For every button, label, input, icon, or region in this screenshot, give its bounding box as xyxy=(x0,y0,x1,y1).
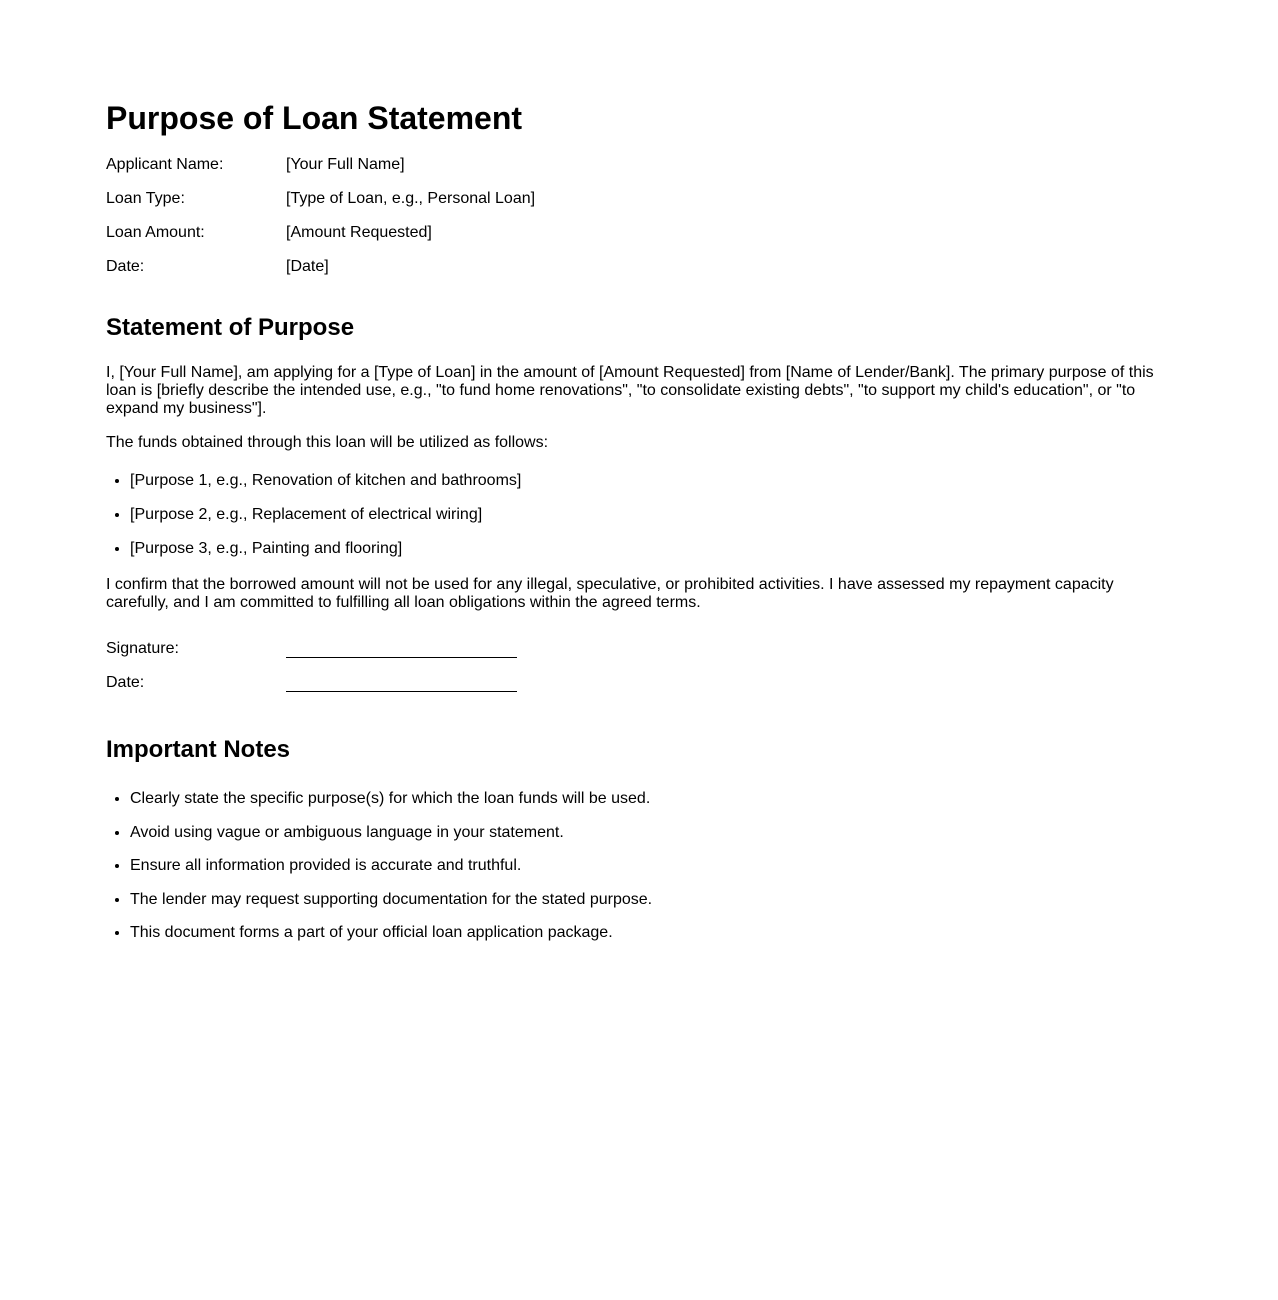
info-row-loan-amount xyxy=(106,224,1172,258)
list-item: • [Purpose 1, e.g., Renovation of kitchen and bathrooms] xyxy=(130,472,1172,506)
signature-label: Signature: xyxy=(106,640,179,657)
info-row-date xyxy=(106,258,1172,292)
info-label: Applicant Name: xyxy=(106,156,224,173)
list-item: • [Purpose 2, e.g., Replacement of electrical wiring] xyxy=(130,506,1172,540)
page-title: Purpose of Loan Statement xyxy=(106,100,523,136)
signature-row xyxy=(106,640,1172,674)
list-item: • Ensure all information provided is accurate and truthful. xyxy=(130,857,1172,891)
list-item: • Clearly state the specific purpose(s) for which the loan funds will be used. xyxy=(130,790,1172,824)
signature-block xyxy=(106,640,1172,708)
confirmation-text: I confirm that the borrowed amount will not be used for any illegal, speculative, or prohibited activities. I have assessed my repayment capacity carefully, and I am committed to fulfilling all loan obligations within the agreed terms. xyxy=(106,576,1114,611)
applicant-info xyxy=(106,156,1172,292)
statement-intro: I, [Your Full Name], am applying for a [Type of Loan] in the amount of [Amount Requested] from [Name of Lender/Bank]. The primary purpose of this loan is [briefly describe the intended use, e.g., "to fund home renovations", "to consolidate existing debts", "to support my child's education", or "to expand my business"]. xyxy=(106,364,1154,417)
list-item: • The lender may request supporting documentation for the stated purpose. xyxy=(130,891,1172,925)
signature-date-line xyxy=(286,674,517,692)
list-item: • Avoid using vague or ambiguous language in your statement. xyxy=(130,824,1172,858)
signature-line xyxy=(286,640,517,658)
signature-date-label: Date: xyxy=(106,674,145,691)
info-value: [Date] xyxy=(286,258,329,275)
info-label: Date: xyxy=(106,258,145,275)
info-label: Loan Amount: xyxy=(106,224,205,241)
info-row-applicant-name xyxy=(106,156,1172,190)
notes-list xyxy=(106,790,1172,958)
funds-intro: The funds obtained through this loan will be utilized as follows: xyxy=(106,434,549,451)
info-value: [Amount Requested] xyxy=(286,224,432,241)
info-value: [Your Full Name] xyxy=(286,156,405,173)
info-label: Loan Type: xyxy=(106,190,185,207)
notes-heading: Important Notes xyxy=(106,736,291,763)
info-row-loan-type xyxy=(106,190,1172,224)
list-item: • This document forms a part of your official loan application package. xyxy=(130,924,1172,958)
signature-date-row xyxy=(106,674,1172,708)
info-value: [Type of Loan, e.g., Personal Loan] xyxy=(286,190,536,207)
purpose-list xyxy=(106,472,1172,574)
statement-heading: Statement of Purpose xyxy=(106,314,355,341)
list-item: • [Purpose 3, e.g., Painting and flooring] xyxy=(130,540,1172,574)
